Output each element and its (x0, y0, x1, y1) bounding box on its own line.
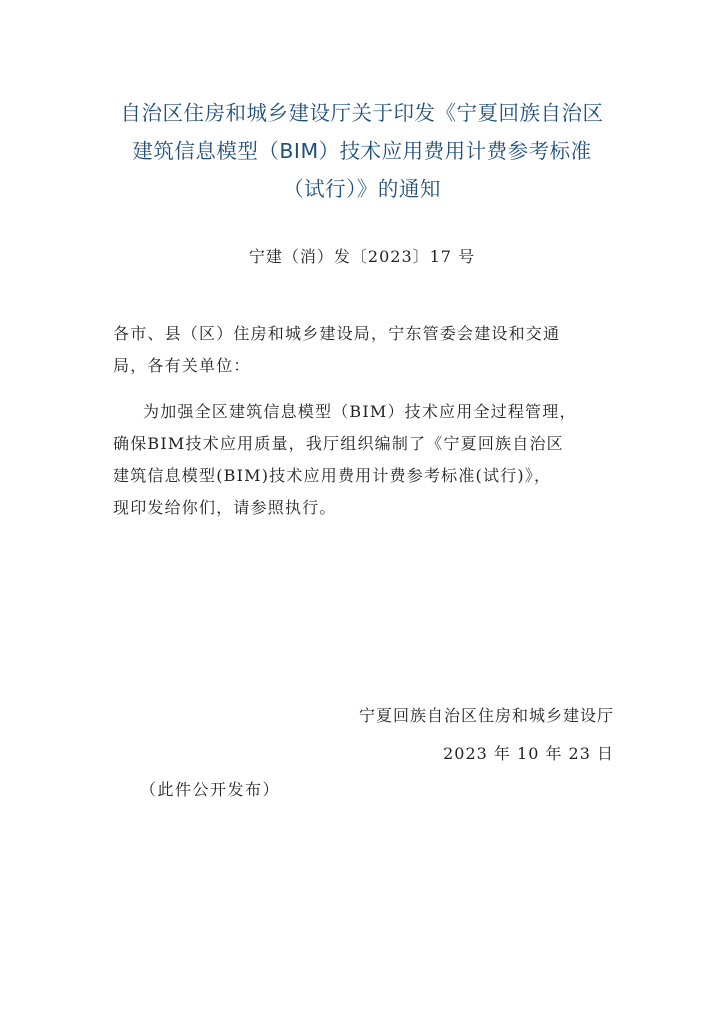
body-line-2: 确保BIM技术应用质量，我厅组织编制了《宁夏回族自治区 (113, 434, 564, 453)
body-line-1: 为加强全区建筑信息模型（BIM）技术应用全过程管理， (143, 402, 577, 421)
salutation-line-2: 局，各有关单位： (113, 356, 251, 375)
notice-title (104, 94, 620, 208)
body-line-3: 建筑信息模型(BIM)技术应用费用计费参考标准(试行)》， (113, 466, 552, 485)
body-line-4: 现印发给你们，请参照执行。 (113, 498, 337, 517)
title-line-3: （试行）》的通知 (283, 177, 441, 201)
signature-organization: 宁夏回族自治区住房和城乡建设厅 (358, 706, 614, 725)
publication-note: （此件公开发布） (140, 780, 281, 799)
salutation (113, 318, 613, 382)
title-line-1: 自治区住房和城乡建设厅关于印发《宁夏回族自治区 (120, 101, 604, 125)
salutation-line-1: 各市、县（区）住房和城乡建设局，宁东管委会建设和交通 (113, 324, 561, 343)
document-number: 宁建（消）发〔2023〕17 号 (248, 247, 476, 266)
title-line-2: 建筑信息模型（BIM）技术应用费用计费参考标准 (132, 139, 592, 163)
signature-date: 2023 年 10 年 23 日 (443, 744, 614, 763)
body-paragraph (113, 396, 613, 524)
